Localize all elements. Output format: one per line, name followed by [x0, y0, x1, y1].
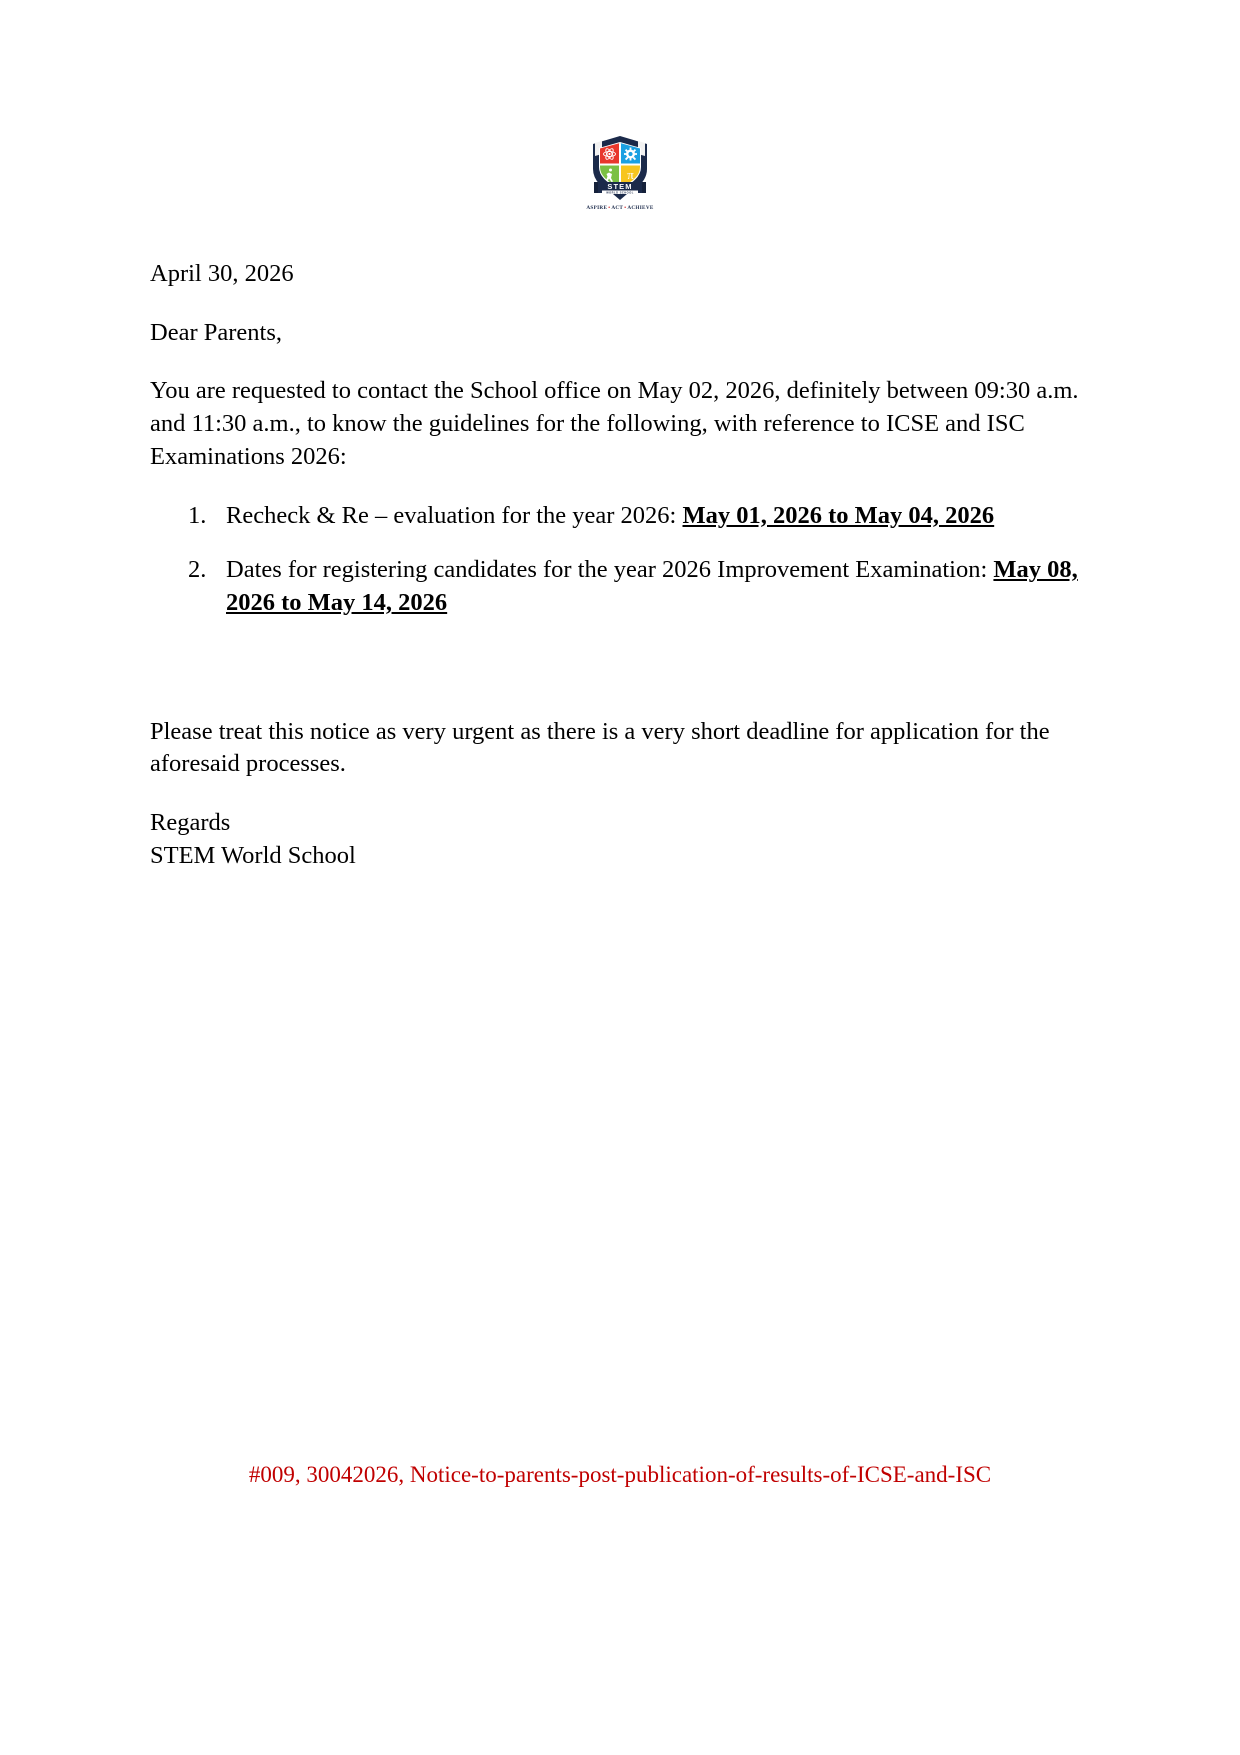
tagline-achieve: ACHIEVE	[627, 205, 654, 211]
letter-regards: Regards	[150, 809, 231, 837]
tagline-dot-1: •	[608, 205, 611, 211]
footer-reference: #009, 30042026, Notice-to-parents-post-publication-of-results-of-ICSE-and-ISC	[248, 1462, 992, 1487]
list-item-highlight: May 08, 2026 to May 14, 2026	[226, 556, 1078, 616]
shield-subtitle: WORLD SCHOOL	[606, 191, 634, 195]
letter-date: April 30, 2026	[150, 260, 294, 287]
logo-shield	[587, 134, 653, 202]
list-item	[226, 500, 1090, 533]
letter-body	[150, 258, 1090, 872]
tagline-aspire: ASPIRE	[586, 205, 608, 211]
shield-icon	[587, 134, 653, 202]
gear-icon	[624, 148, 637, 161]
list-item-text: Recheck & Re – evaluation for the year 2026:	[226, 501, 683, 529]
school-logo	[0, 134, 1240, 211]
tagline-act: ACT	[611, 205, 624, 211]
letter-closing-paragraph: Please treat this notice as very urgent as there is a very short deadline for application for the aforesaid processes.	[150, 717, 1050, 778]
notice-items-list	[150, 500, 1090, 620]
list-item-text: Dates for registering candidates for the year 2026 Improvement Examination:	[226, 556, 994, 584]
vertical-spacer	[150, 642, 1090, 716]
logo-tagline	[586, 205, 653, 211]
letter-intro-paragraph: You are requested to contact the School office on May 02, 2026, definitely between 09:30 a.m. and 11:30 a.m., to know the guidelines for the following, with reference to ICSE and ISC Examinations 2026:	[150, 377, 1079, 470]
shield-title: STEM	[607, 182, 633, 191]
list-item-highlight: May 01, 2026 to May 04, 2026	[682, 501, 995, 529]
list-item	[226, 554, 1090, 619]
pi-icon: π	[627, 167, 634, 182]
tagline-dot-2: •	[624, 205, 627, 211]
letter-salutation: Dear Parents,	[150, 318, 282, 346]
letter-signature: STEM World School	[150, 841, 356, 869]
